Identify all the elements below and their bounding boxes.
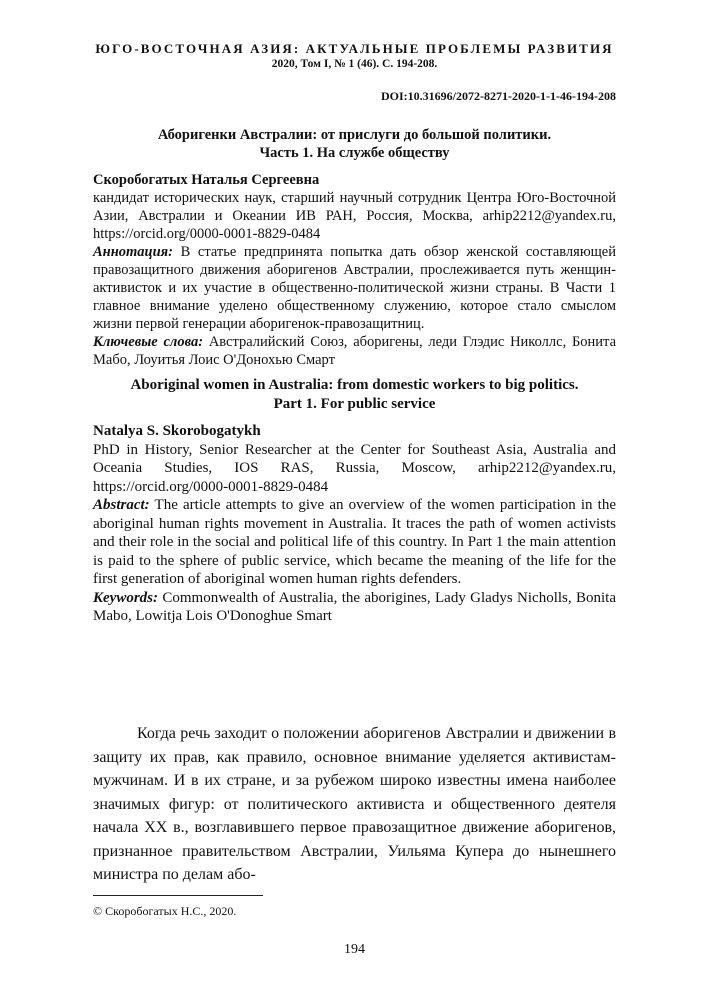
copyright-footnote: © Скоробогатых Н.С., 2020. [93,904,237,918]
en-title-line-1: Aboriginal women in Australia: from domestic workers to big politics. [130,377,579,393]
ru-author: Скоробогатых Наталья Сергеевна [93,172,320,188]
en-keywords-label: Keywords: [93,589,158,606]
ru-keywords-label: Ключевые слова: [93,334,204,350]
en-keywords [93,589,616,626]
ru-keywords [93,333,616,369]
ru-title-line-2: Часть 1. На службе обществу [259,145,450,161]
ru-title [93,126,616,162]
ru-abstract-text: В статье предпринята попытка дать обзор женской составляющей правозащитного движения аборигенов Австралии, прослеживается путь женщин-активисток и их участие в общественно-политической жизни страны. В Части 1 главное внимание уделено общественному служению, которое стало смыслом жизни первой генерации аборигенок-правозащитниц. [93,244,617,332]
en-abstract-label: Abstract: [93,497,150,513]
ru-title-line-1: Аборигенки Австралии: от прислуги до большой политики. [157,127,552,143]
ru-abstract [93,243,616,333]
en-author: Natalya S. Skorobogatykh [93,423,261,439]
en-title [93,376,616,413]
en-keywords-text: Commonwealth of Australia, the aborigines, Lady Gladys Nicholls, Bonita Mabo, Lowitja Lois O'Donoghue Smart [93,589,616,624]
issue-info: 2020, Том I, № 1 (46). С. 194-208. [271,58,438,70]
en-affiliation: PhD in History, Senior Researcher at the Center for Southeast Asia, Australia and Oceania Studies, IOS RAS, Russia, Moscow, arhip2212@yandex.ru, https://orcid.org/0000-0001-8829-0484 [93,441,616,495]
page-number: 194 [344,942,365,957]
en-abstract-text: The article attempts to give an overview of the women participation in the aboriginal human rights movement in Australia. It traces the path of women activists and their role in the social and political life of this country. In Part 1 the main attention is paid to the sphere of public service, which became the meaning of the life for the first generation of aboriginal women human rights defenders. [93,497,616,587]
ru-affiliation: кандидат исторических наук, старший научный сотрудник Центра Юго-Восточной Азии, Австралии и Океании ИВ РАН, Россия, Москва, arhip2212@yandex.ru, https://orcid.org/0000-0001-8829-0484 [93,190,616,242]
article-front-matter [93,41,616,626]
ru-keywords-text: Австралийский Союз, аборигены, леди Глэдис Николлс, Бонита Мабо, Лоуитья Лоис О'Донохью Смарт [93,334,617,368]
ru-abstract-label: Аннотация: [93,244,173,260]
body-paragraph: Когда речь заходит о положении аборигенов Австралии и движении в защиту их прав, как правило, основное внимание уделяется активистам-мужчинам. И в их стране, и за рубежом широко известны имена наиболее значимых фигур: от политического активиста и общественного деятеля начала XX в., возглавившего первое правозащитное движение аборигенов, признанное правительством Австралии, Уильяма Купера до нынешнего министра по делам або- [93,725,616,883]
en-title-line-2: Part 1. For public service [273,395,436,412]
doi: DOI:10.31696/2072-8271-2020-1-1-46-194-208 [381,89,616,103]
footnote-divider [93,895,263,896]
journal-title: ЮГО-ВОСТОЧНАЯ АЗИЯ: АКТУАЛЬНЫЕ ПРОБЛЕМЫ РАЗВИТИЯ [95,41,614,56]
en-abstract [93,496,616,589]
